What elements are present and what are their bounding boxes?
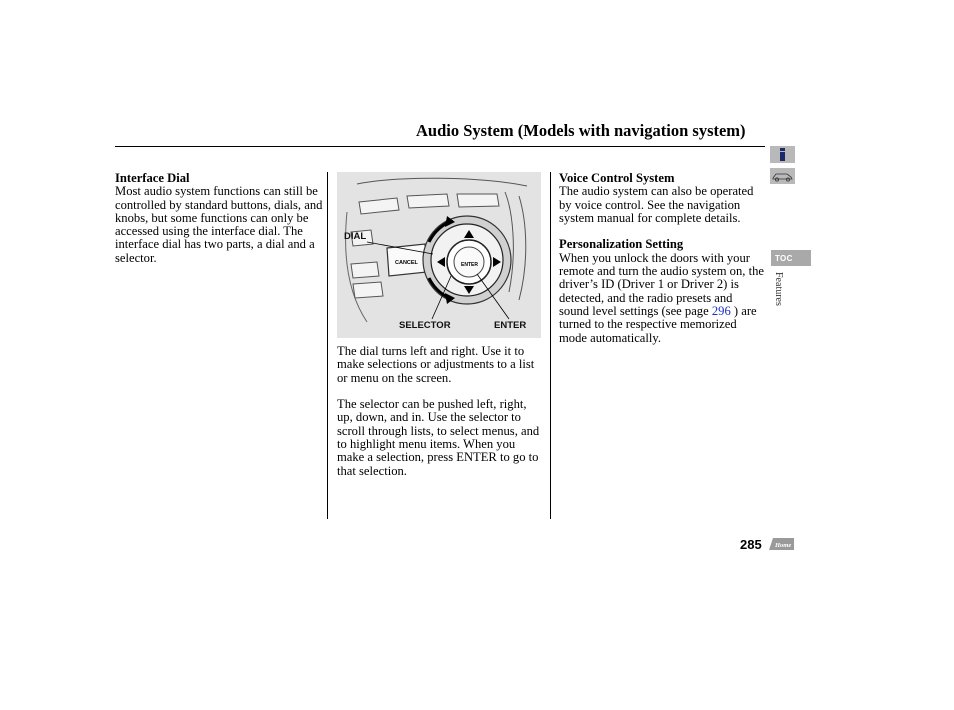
column-divider-left: [327, 172, 328, 519]
personalization-text-part-2: ) are turned to the respective memorized mode automatically.: [559, 303, 757, 345]
right-column: [559, 172, 765, 345]
personalization-heading: Personalization Setting: [559, 237, 684, 252]
selector-description: The selector can be pushed left, right, up, down, and in. Use the selector to scroll through lists, to select menus, and to highlight menu items. When you make a selection, press ENTER to go to that selection.: [337, 397, 540, 478]
page-296-link[interactable]: 296: [711, 303, 731, 318]
voice-control-text: The audio system can also be operated by voice control. See the navigation system manual for complete details.: [559, 184, 754, 225]
column-divider-right: [550, 172, 551, 519]
interface-dial-illustration: [337, 172, 541, 338]
personalization-text: [559, 252, 765, 345]
voice-control-heading: Voice Control System: [559, 171, 675, 185]
interface-dial-heading: Interface Dial: [115, 171, 190, 185]
car-tab[interactable]: [770, 168, 795, 184]
home-button[interactable]: [768, 535, 795, 551]
header-rule: [115, 146, 765, 147]
dial-description: The dial turns left and right. Use it to make selections or adjustments to a list or menu on the screen.: [337, 344, 535, 385]
middle-column: [337, 345, 543, 478]
enter-button-text: ENTER: [461, 262, 478, 268]
selector-label: SELECTOR: [399, 320, 451, 331]
home-icon: [768, 535, 795, 551]
interface-dial-text: Most audio system functions can still be controlled by standard buttons, dials, and knobs, but some functions can only be accessed using the interface dial. The interface dial has two parts, a dial and a selector.: [115, 184, 323, 265]
enter-label: ENTER: [494, 320, 527, 331]
left-column: [115, 172, 323, 265]
page-title: Audio System (Models with navigation system): [416, 121, 746, 140]
dial-label: DIAL: [344, 231, 367, 242]
home-text: Home: [775, 542, 792, 549]
toc-tab[interactable]: TOC: [771, 250, 811, 266]
car-icon: [770, 168, 795, 184]
section-label: Features: [773, 272, 784, 306]
personalization-text-part-1: When you unlock the doors with your remote and turn the audio system on, the driver’s ID (Driver 1 or Driver 2) is detected, and the radio presets and sound level settings (see page: [559, 250, 764, 318]
cancel-button-text: CANCEL: [395, 260, 418, 266]
interface-dial-figure: [337, 172, 541, 338]
page-number: 285: [740, 537, 762, 552]
info-tab[interactable]: [770, 146, 795, 163]
info-icon: [770, 146, 795, 163]
